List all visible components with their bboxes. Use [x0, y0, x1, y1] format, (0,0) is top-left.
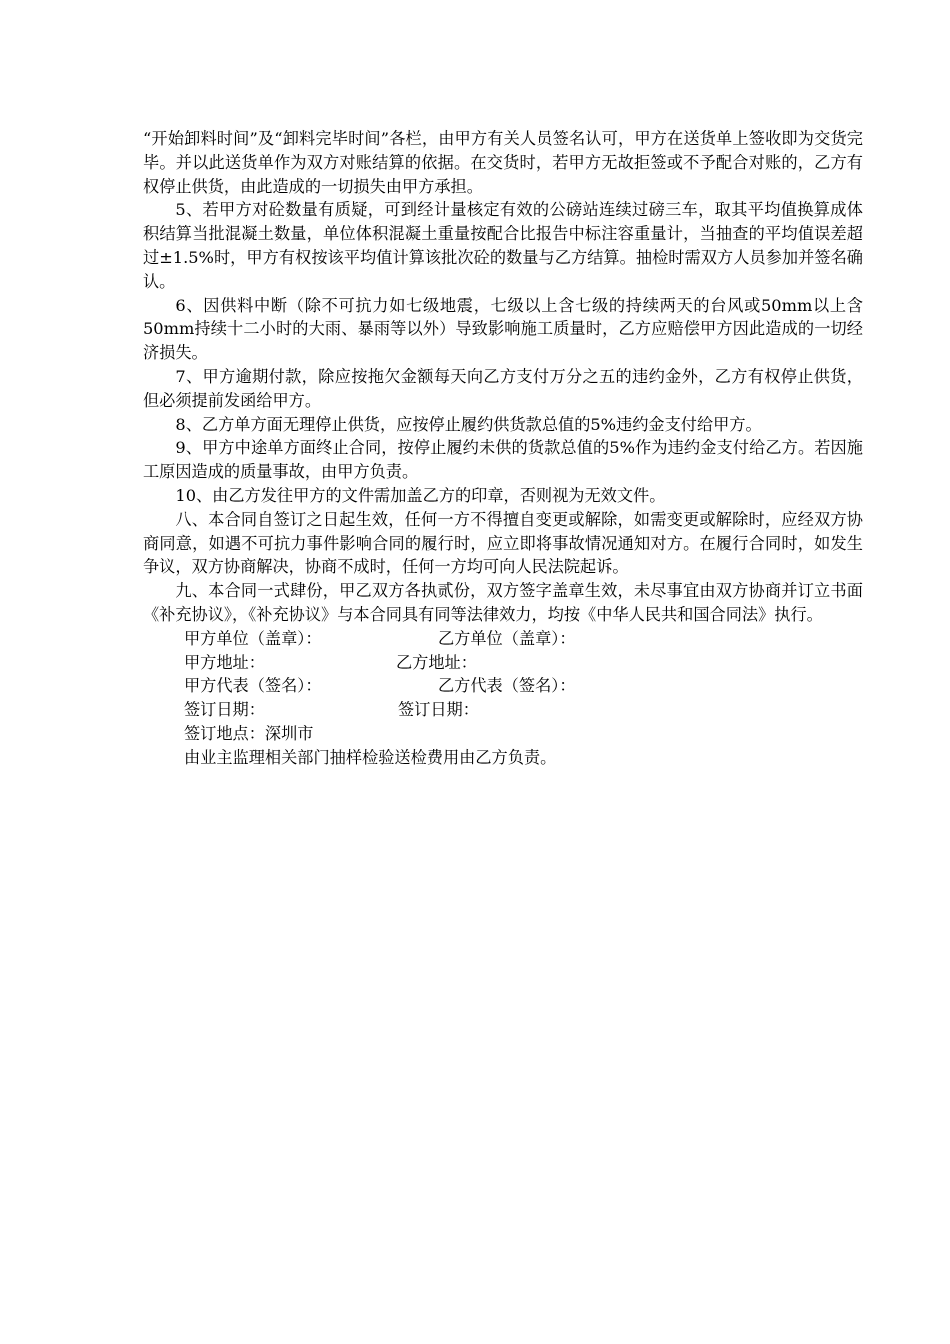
party-a-rep-label: 甲方代表（签名）：: [184, 676, 322, 696]
paragraph-section-8: 八、本合同自签订之日起生效，任何一方不得擅自变更或解除，如需变更或解除时，应经双方协商同意，如遇不可抗力事件影响合同的履行时，应立即将事故情况通知对方。在履行合同时，如发生争议，双方协商解决，协商不成时，任何一方均可向人民法院起诉。: [143, 509, 863, 577]
paragraph-clause-10: 10、由乙方发往甲方的文件需加盖乙方的印章，否则视为无效文件。: [175, 485, 666, 505]
paragraph-clause-7: 7、甲方逾期付款，除应按拖欠金额每天向乙方支付万分之五的违约金外，乙方有权停止供货，但必须提前发函给甲方。: [143, 366, 863, 410]
inspection-fee-note: 由业主监理相关部门抽样检验送检费用由乙方负责。: [184, 747, 557, 767]
signature-row-unit: [143, 627, 863, 651]
paragraph-clause-6: 6、因供料中断（除不可抗力如七级地震，七级以上含七级的持续两天的台风或50mm以上含50mm持续十二小时的大雨、暴雨等以外）导致影响施工质量时，乙方应赔偿甲方因此造成的一切经济损失。: [143, 295, 863, 363]
paragraph-clause-9: 9、甲方中途单方面终止合同，按停止履约未供的货款总值的5%作为违约金支付给乙方。若因施工原因造成的质量事故，由甲方负责。: [143, 438, 863, 482]
sign-place-label: 签订地点：深圳市: [184, 723, 314, 743]
party-b-address-label: 乙方地址：: [396, 652, 477, 672]
footnote-row: [143, 746, 863, 770]
party-a-unit-label: 甲方单位（盖章）：: [184, 628, 322, 648]
party-a-address-label: 甲方地址：: [184, 652, 265, 672]
party-b-rep-label: 乙方代表（签名）：: [438, 676, 576, 696]
party-a-date-label: 签订日期：: [184, 700, 265, 720]
paragraph-section-9: 九、本合同一式肆份，甲乙双方各执贰份，双方签字盖章生效，未尽事宜由双方协商并订立书面《补充协议》，《补充协议》与本合同具有同等法律效力，均按《中华人民共和国合同法》执行。: [143, 581, 863, 624]
signature-row-date: [143, 698, 863, 722]
paragraph-clause-8: 8、乙方单方面无理停止供货，应按停止履约供货款总值的5%违约金支付给甲方。: [175, 414, 762, 434]
paragraph-delivery-signoff: “开始卸料时间”及“卸料完毕时间”各栏，由甲方有关人员签名认可，甲方在送货单上签收即为交货完毕。并以此送货单作为双方对账结算的依据。在交货时，若甲方无故拒签或不予配合对账的，乙方有权停止供货，由此造成的一切损失由甲方承担。: [143, 129, 863, 196]
signature-row-place: [143, 722, 863, 746]
signature-row-address: [143, 651, 863, 675]
paragraph-clause-5: 5、若甲方对砼数量有质疑，可到经计量核定有效的公磅站连续过磅三车，取其平均值换算成体积结算当批混凝土数量，单位体积混凝土重量按配合比报告中标注容重量计，当抽查的平均值误差超过±1.5%时，甲方有权按该平均值计算该批次砼的数量与乙方结算。抽检时需双方人员参加并签名确认。: [143, 200, 863, 291]
contract-body: [143, 127, 863, 770]
party-b-date-label: 签订日期：: [398, 700, 479, 720]
signature-row-representative: [143, 674, 863, 698]
party-b-unit-label: 乙方单位（盖章）：: [438, 628, 576, 648]
